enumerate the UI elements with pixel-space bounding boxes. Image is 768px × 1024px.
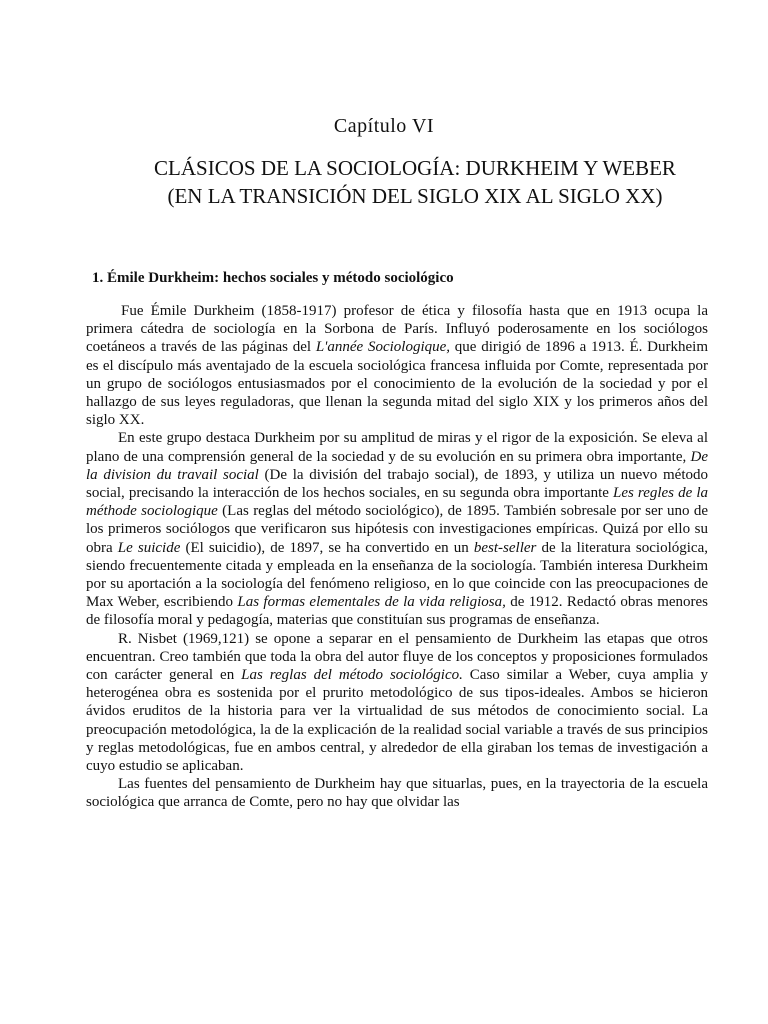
section-heading: 1. Émile Durkheim: hechos sociales y método sociológico	[92, 270, 454, 286]
body-text	[86, 302, 708, 812]
chapter-title: CLÁSICOS DE LA SOCIOLOGÍA: DURKHEIM Y WEBER (EN LA TRANSICIÓN DEL SIGLO XIX AL SIGLO XX)	[154, 156, 676, 208]
paragraph-1	[86, 302, 708, 429]
italic-title: Le suicide	[117, 539, 181, 556]
text-run: En este grupo destaca Durkheim por su amplitud de miras y el rigor de la exposición. Se eleva al plano de una comprensión general de la sociedad y de su evolución en su primera obra importante,	[86, 430, 708, 465]
italic-term: best-seller	[473, 539, 537, 556]
text-run: (Las reglas del método sociológico), de 1895. También sobresale por ser uno de los primeros sociólogos que verificaron sus hipótesis con investigaciones empíricas. Quizá por ello su obra	[86, 503, 708, 556]
italic-title: Les regles de la méthode sociologique	[86, 485, 708, 520]
text-run: de la literatura sociológica, siendo frecuentemente citada y empleada en la enseñanza de la sociología. También interesa Durkheim por su aportación a la sociología del fenómeno religioso, en lo que coincide con las preocupaciones de Max Weber, escribiendo	[86, 539, 708, 611]
text-run: (El suicidio), de 1897, se ha convertido en un	[180, 539, 474, 556]
italic-title: Las reglas del método sociológico.	[241, 667, 463, 684]
italic-title: Las formas elementales de la vida religiosa,	[237, 594, 506, 611]
italic-title: De la division du travail social	[86, 448, 708, 483]
text-run: Fue Émile Durkheim (1858-1917) profesor de ética y filosofía hasta que en 1913 ocupa la primera cátedra de sociología en la Sorbona de París. Influyó poderosamente en los sociólogos coetáneos a través de las páginas del	[86, 303, 708, 356]
text-run: que dirigió de 1896 a 1913. É. Durkheim es el discípulo más aventajado de la escuela sociológica francesa influida por Comte, representada por un grupo de sociólogos entusiasmados por el conocimiento de la evolución de la sociedad y por el hallazgo de sus leyes reguladoras, que llenan la segunda mitad del siglo XIX y los primeros años del siglo XX.	[86, 339, 708, 429]
text-run: Caso similar a Weber, cuya amplia y heterogénea obra es sostenida por el prurito metodológico de sus tipos-ideales. Ambos se hicieron ávidos eruditos de la historia para ver la virtualidad de sus métodos de conocimiento social. La preocupación metodológica, la de la explicación de la realidad social variable a través de sus principios y reglas metodológicas, fue en ambos central, y alrededor de ella giraban los temas de investigación a cuyo estudio se aplicaban.	[86, 667, 708, 775]
paragraph-3	[86, 630, 708, 776]
text-run: R. Nisbet (1969,121) se opone a separar en el pensamiento de Durkheim las etapas que otros encuentran. Creo también que toda la obra del autor fluye de los conceptos y proposiciones formulados con carácter general en	[86, 630, 708, 684]
paragraph-2	[86, 429, 708, 629]
chapter-label: Capítulo VI	[333, 115, 435, 137]
text-run: de 1912. Redactó obras menores de filosofía moral y pedagogía, materias que constituían sus programas de enseñanza.	[86, 594, 709, 629]
text-run: Las fuentes del pensamiento de Durkheim hay que situarlas, pues, en la trayectoria de la escuela sociológica que arranca de Comte, pero no hay que olvidar las	[86, 776, 708, 811]
text-run: (De la división del trabajo social), de 1893, y utiliza un nuevo método social, precisando la interacción de los hechos sociales, en su segunda obra importante	[86, 466, 708, 502]
italic-title: L'année Sociologique,	[315, 339, 451, 356]
paragraph-4	[86, 775, 708, 811]
